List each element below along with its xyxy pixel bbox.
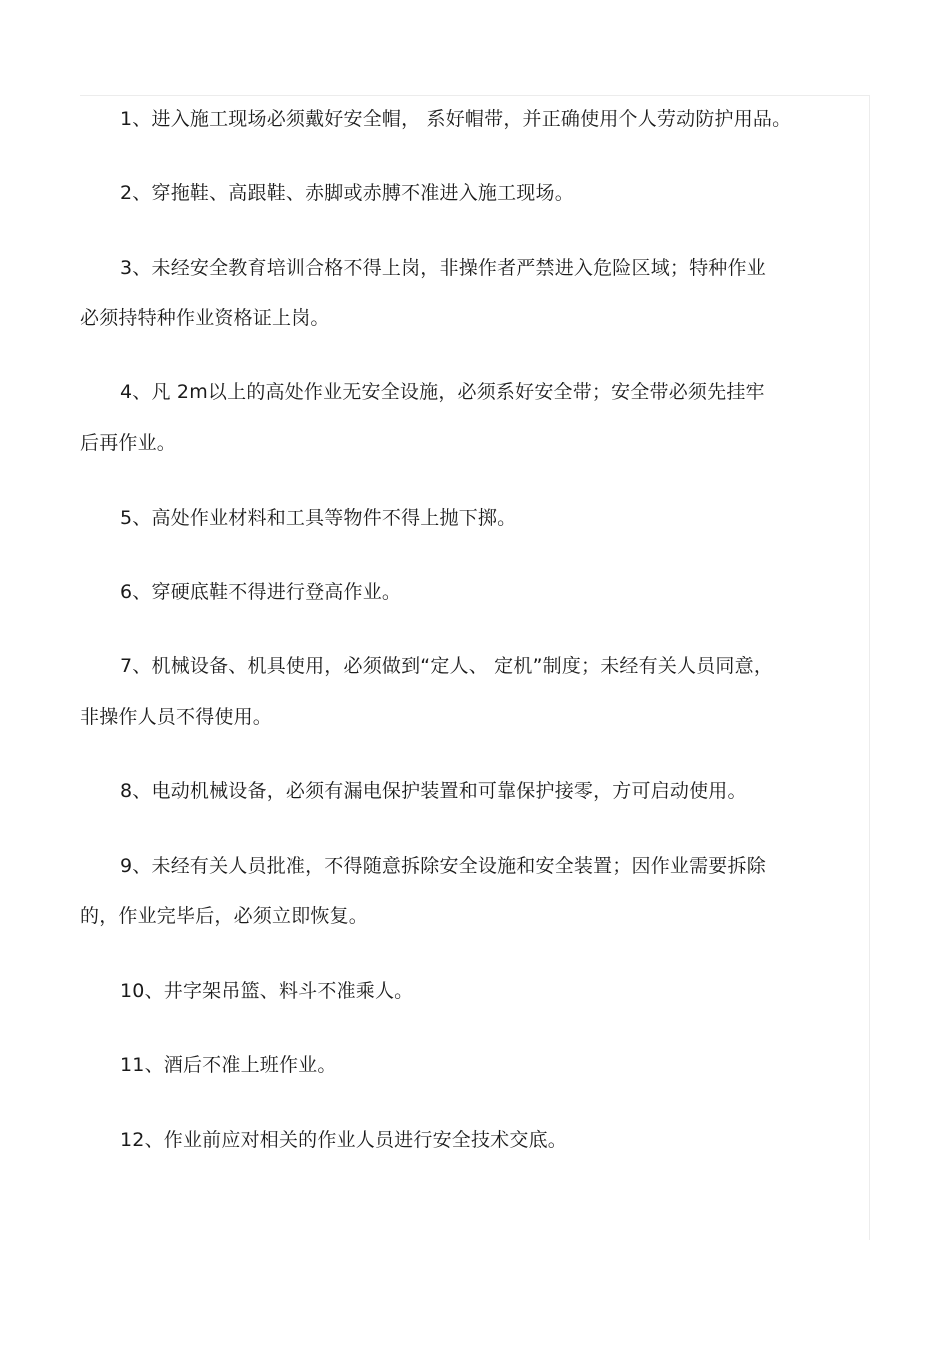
rule-6-line-1: 6、穿硬底鞋不得进行登高作业。 — [120, 581, 402, 603]
rule-7-line-1: 7、机械设备、机具使用，必须做到“定人、 定机”制度；未经有关人员同意， — [120, 655, 774, 677]
rule-12-line-1: 12、作业前应对相关的作业人员进行安全技术交底。 — [120, 1129, 567, 1151]
rule-7-line-2: 非操作人员不得使用。 — [80, 706, 273, 728]
page-border-top — [80, 95, 870, 96]
rule-9-line-2: 的，作业完毕后，必须立即恢复。 — [80, 905, 369, 927]
rule-9-line-1: 9、未经有关人员批准，不得随意拆除安全设施和安全装置；因作业需要拆除 — [120, 855, 766, 877]
rule-3-line-2: 必须持特种作业资格证上岗。 — [80, 307, 330, 329]
rule-4-line-1: 4、凡 2m以上的高处作业无安全设施，必须系好安全带；安全带必须先挂牢 — [120, 381, 765, 403]
page-border-right — [869, 95, 870, 1240]
rule-1-line-1: 1、进入施工现场必须戴好安全帽， 系好帽带，并正确使用个人劳动防护用品。 — [120, 108, 792, 130]
rule-2-line-1: 2、穿拖鞋、高跟鞋、赤脚或赤膊不准进入施工现场。 — [120, 182, 574, 204]
rule-8-line-1: 8、电动机械设备，必须有漏电保护装置和可靠保护接零，方可启动使用。 — [120, 780, 747, 802]
rule-4-line-2: 后再作业。 — [80, 432, 177, 454]
rule-5-line-1: 5、高处作业材料和工具等物件不得上抛下掷。 — [120, 507, 517, 529]
rule-3-line-1: 3、未经安全教育培训合格不得上岗，非操作者严禁进入危险区域；特种作业 — [120, 257, 766, 279]
rule-11-line-1: 11、酒后不准上班作业。 — [120, 1054, 337, 1076]
rule-10-line-1: 10、井字架吊篮、料斗不准乘人。 — [120, 980, 414, 1002]
